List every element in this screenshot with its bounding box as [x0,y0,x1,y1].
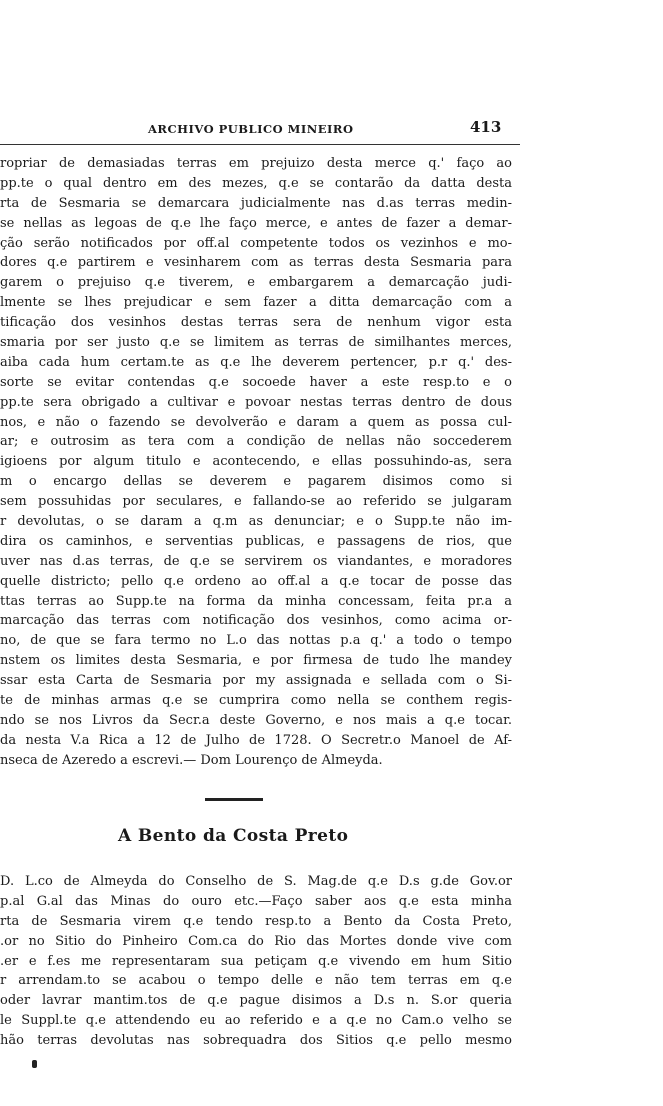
text-line: ção serão notificados por off.al competente todos os vezinhos e mo- [0,235,512,251]
text-line: .er e f.es me representaram sua petiçam q.e vivendo em hum Sitio [0,953,512,969]
text-line: ar; e outrosim as tera com a condição de nellas não soccederem [0,434,512,450]
text-line: uver nas d.as terras, de q.e se servirem os viandantes, e moradores [0,553,512,569]
text-line: rta de Sesmaria virem q.e tendo resp.to a Bento da Costa Preto, [0,913,512,929]
text-line: oder lavrar mantim.tos de q.e pague disimos a D.s n. S.or queria [0,993,512,1009]
text-line: dores q.e partirem e vesinharem com as terras desta Sesmaria para [0,255,512,271]
section-heading: A Bento da Costa Preto [118,826,349,846]
text-line: da nesta V.a Rica a 12 de Julho de 1728. O Secretr.o Manoel de Af- [0,732,512,748]
text-line: sem possuhidas por seculares, e fallando-se ao referido se julgaram [0,494,512,510]
text-line: m o encargo dellas se deverem e pagarem disimos como si [0,474,512,490]
text-line: se nellas as legoas de q.e lhe faço merce, e antes de fazer a demar- [0,215,512,231]
text-line: le Suppl.te q.e attendendo eu ao referido e a q.e no Cam.o velho se [0,1013,512,1029]
text-line: hão terras devolutas nas sobrequadra dos Sitios q.e pello mesmo [0,1033,512,1049]
text-line: ropriar de demasiadas terras em prejuizo desta merce q.' faço ao [0,156,512,171]
running-head [0,118,520,145]
text-line: aiba cada hum certam.te as q.e lhe deverem pertencer, p.r q.' des- [0,354,512,370]
text-line: p.al G.al das Minas do ouro etc.—Faço saber aos q.e esta minha [0,893,512,909]
text-line: r devolutas, o se daram a q.m as denunciar; e o Supp.te não im- [0,514,512,530]
text-line: sorte se evitar contendas q.e socoede haver a este resp.to e o [0,374,512,390]
page-number: 413 [470,118,502,136]
text-line: r arrendam.to se acabou o tempo delle e não tem terras em q.e [0,973,512,989]
text-line: lmente se lhes prejudicar e sem fazer a ditta demarcação com a [0,295,512,311]
text-line: pp.te sera obrigado a cultivar e povoar nestas terras dentro de dous [0,394,512,410]
text-line: garem o prejuiso q.e tiverem, e embargarem a demarcação judi- [0,275,512,291]
text-line: ndo se nos Livros da Secr.a deste Governo, e nos mais a q.e tocar. [0,712,512,728]
paragraph-2 [0,872,512,1051]
text-line: no, de que se fara termo no L.o das nottas p.a q.' a todo o tempo [0,633,512,649]
text-line: rta de Sesmaria se demarcara judicialmente nas d.as terras medin- [0,195,512,211]
running-title: ARCHIVO PUBLICO MINEIRO [148,122,354,136]
text-line: nos, e não o fazendo se devolverão e daram a quem as possa cul- [0,414,512,430]
text-line: ssar esta Carta de Sesmaria por my assignada e sellada com o Si- [0,673,512,689]
text-line: marcação das terras com notificação dos vesinhos, como acima or- [0,613,512,629]
text-line: pp.te o qual dentro em des mezes, q.e se contarão da datta desta [0,175,512,191]
ink-mark [32,1060,37,1068]
text-line: nseca de Azeredo a escrevi.— Dom Lourenço de Almeyda. [0,752,383,768]
text-line: ttas terras ao Supp.te na forma da minha concessam, feita pr.a a [0,593,512,609]
section-divider [205,798,263,801]
text-line: te de minhas armas q.e se cumprira como nella se conthem regis- [0,693,512,709]
text-line: nstem os limites desta Sesmaria, e por firmesa de tudo lhe mandey [0,653,512,669]
text-line: igioens por algum titulo e acontecendo, e ellas possuhindo-as, sera [0,454,512,470]
paragraph-1 [0,154,512,771]
text-line: tificação dos vesinhos destas terras sera de nenhum vigor esta [0,315,512,331]
text-line: dira os caminhos, e serventias publicas, e passagens de rios, que [0,533,512,549]
text-line: quelle districto; pello q.e ordeno ao off.al a q.e tocar de posse das [0,573,512,589]
text-line: D. L.co de Almeyda do Conselho de S. Mag.de q.e D.s g.de Gov.or [0,874,512,889]
text-line: smaria por ser justo q.e se limitem as terras de similhantes merces, [0,335,512,351]
text-line: .or no Sitio do Pinheiro Com.ca do Rio das Mortes donde vive com [0,933,512,949]
